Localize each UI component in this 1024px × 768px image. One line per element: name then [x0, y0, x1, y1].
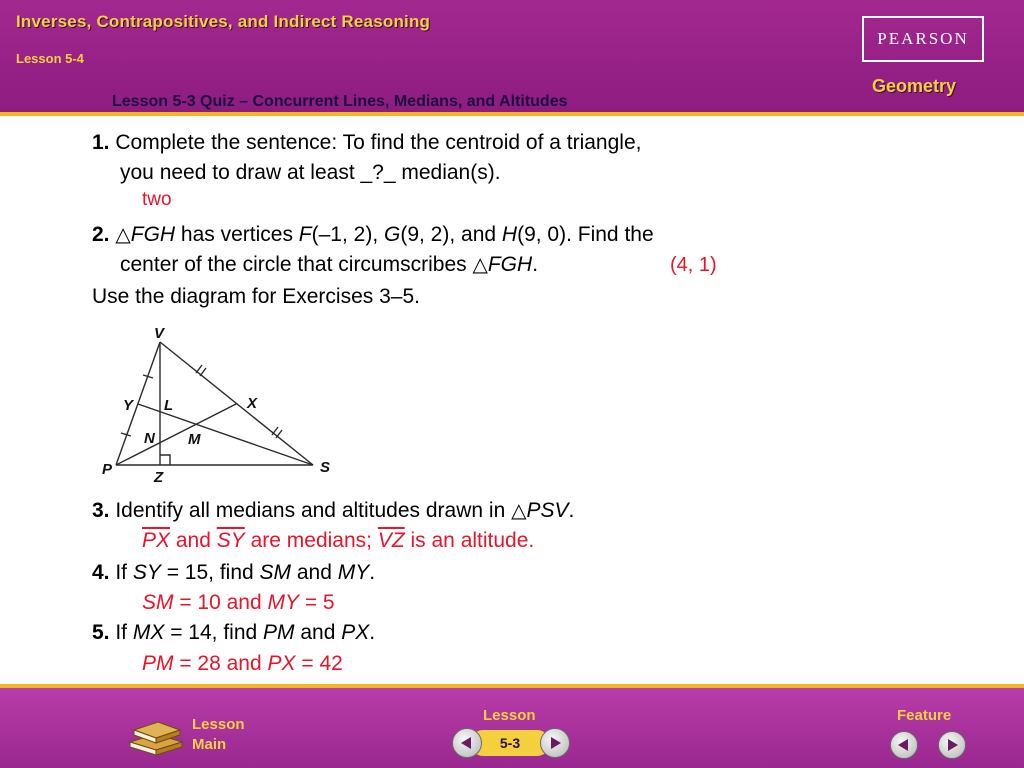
right-arrow-icon	[948, 739, 958, 751]
q5-text: = 14, find	[164, 621, 264, 644]
q4-seg-my: MY	[337, 561, 370, 584]
label-n: N	[144, 430, 155, 447]
quiz-title: Lesson 5-3 Quiz – Concurrent Lines, Medians, and Altitudes	[112, 93, 568, 110]
q3-text: Identify all medians and altitudes drawn in	[109, 499, 512, 522]
q2-tri-name: FGH	[130, 223, 176, 246]
side-vs	[160, 342, 313, 465]
chapter-title: Inverses, Contrapositives, and Indirect Reasoning	[16, 12, 431, 31]
q5-seg-mx: MX	[132, 621, 165, 644]
q2-coord-h: (9, 0). Find the	[517, 223, 654, 246]
lesson-next-button[interactable]	[540, 728, 570, 758]
q4-text: and	[291, 561, 338, 584]
triangle-symbol: △	[115, 224, 131, 246]
q2-vertex-f: F	[298, 223, 312, 246]
q2-coord-f: (–1, 2),	[311, 223, 384, 246]
right-arrow-icon	[551, 737, 561, 749]
q5-number: 5.	[92, 621, 110, 644]
feature-prev-button[interactable]	[890, 731, 918, 759]
q5-text: If	[109, 621, 133, 644]
q5-answer-pm: PM	[142, 652, 174, 675]
q2-text2: center of the circle that circumscribes	[120, 253, 473, 276]
q3-line1	[92, 498, 574, 524]
books-icon	[126, 712, 186, 756]
q4-period: .	[369, 561, 376, 584]
publisher-logo: PEARSON	[862, 16, 984, 62]
q5-line1	[92, 620, 375, 646]
left-arrow-icon	[461, 737, 471, 749]
q4-line1	[92, 560, 375, 586]
label-y: Y	[123, 397, 134, 414]
q1-line2: you need to draw at least _?_ median(s).	[120, 161, 501, 184]
lesson-main-label-2: Main	[192, 736, 227, 753]
label-x: X	[247, 395, 258, 412]
q2-answer: (4, 1)	[670, 254, 717, 276]
feature-next-button[interactable]	[938, 731, 966, 759]
triangle-symbol: △	[472, 254, 488, 276]
q3-answer-text: and	[170, 529, 217, 552]
label-l: L	[164, 397, 174, 414]
q4-number: 4.	[92, 561, 110, 584]
triangle-diagram	[96, 322, 356, 484]
q1-answer: two	[142, 189, 172, 210]
segment-sy: $\overline{SY}$	[216, 529, 245, 552]
lesson-main-label-1: Lesson	[192, 716, 245, 733]
q3-tri-name: PSV	[526, 499, 569, 522]
feature-nav-label: Feature	[897, 707, 952, 724]
q2-period: .	[532, 253, 539, 276]
lesson-prev-button[interactable]	[452, 728, 482, 758]
q4-text: If	[109, 561, 133, 584]
lesson-number: 5-3	[470, 730, 550, 756]
lesson-main-button[interactable]	[126, 712, 276, 758]
q3-period: .	[568, 499, 575, 522]
q2-line2	[120, 252, 538, 278]
lesson-nav-label: Lesson	[483, 707, 536, 724]
q2-vertex-g: G	[384, 223, 401, 246]
label-s: S	[320, 459, 331, 476]
q2-line1	[92, 222, 654, 248]
q2-vertex-h: H	[501, 223, 518, 246]
q5-period: .	[369, 621, 376, 644]
q5-seg-px: PX	[341, 621, 370, 644]
tick-mark	[200, 368, 206, 376]
q4-answer-my: MY	[267, 591, 299, 614]
tick-mark	[196, 365, 202, 373]
q4-answer	[142, 590, 335, 616]
q4-seg-sm: SM	[259, 561, 292, 584]
q1-number: 1.	[92, 131, 110, 154]
q5-text: and	[294, 621, 342, 644]
q2-coord-g: (9, 2), and	[400, 223, 502, 246]
header-divider	[0, 112, 1024, 116]
label-p: P	[102, 461, 113, 478]
q5-answer-px: PX	[267, 652, 296, 675]
q3-answer-text: is an altitude.	[404, 529, 535, 552]
left-arrow-icon	[898, 739, 908, 751]
segment-vz: $\overline{VZ}$	[377, 529, 405, 552]
q4-answer-text: = 5	[299, 591, 335, 614]
q5-answer-text: = 28 and	[173, 652, 268, 675]
q4-answer-sm: SM	[142, 591, 174, 614]
subject-title: Geometry	[872, 76, 957, 96]
q5-answer	[142, 651, 343, 677]
q5-seg-pm: PM	[263, 621, 295, 644]
label-z: Z	[154, 469, 164, 484]
q2-tri-name2: FGH	[487, 253, 533, 276]
q3-answer-text: are medians;	[244, 529, 378, 552]
q3-answer	[142, 528, 534, 554]
q2-number: 2.	[92, 223, 110, 246]
segment-px: $\overline{PX}$	[142, 529, 171, 552]
q1-text1: Complete the sentence: To find the centroid of a triangle,	[115, 131, 642, 154]
diagram-intro: Use the diagram for Exercises 3–5.	[92, 285, 420, 308]
q1-line1	[92, 130, 641, 156]
right-angle-mark	[160, 455, 170, 465]
q4-text: = 15, find	[160, 561, 260, 584]
q4-answer-text: = 10 and	[173, 591, 268, 614]
q3-number: 3.	[92, 499, 110, 522]
label-m: M	[188, 431, 201, 448]
q5-answer-text: = 42	[295, 652, 343, 675]
q2-text: has vertices	[175, 223, 299, 246]
label-v: V	[154, 325, 165, 342]
lesson-label: Lesson 5-4	[16, 51, 84, 66]
triangle-symbol: △	[511, 500, 527, 522]
q4-seg-sy: SY	[132, 561, 161, 584]
